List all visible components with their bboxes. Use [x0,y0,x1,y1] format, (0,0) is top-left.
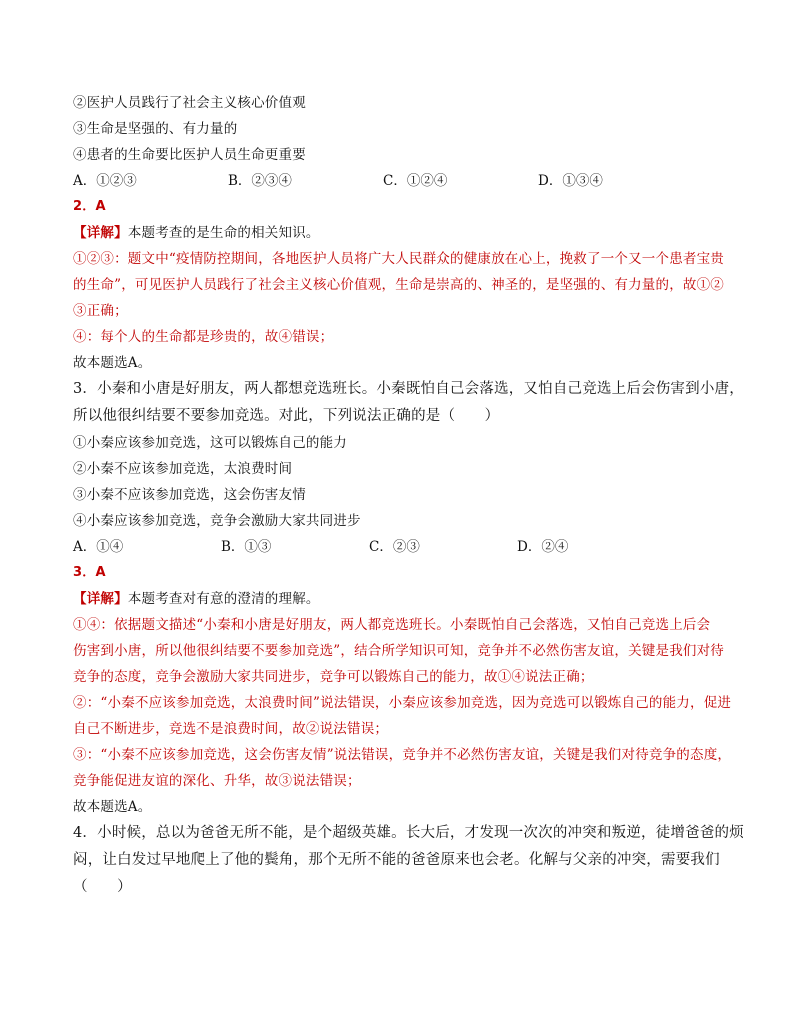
q4-stem-line3: （ ） [73,879,132,895]
q3-stem-line1: 3．小秦和小唐是好朋友，两人都想竞选班长。小秦既怕自己会落选，又怕自己竞选上后会伤害到小唐， [73,381,744,397]
q3-option-a: A．①④ [73,539,124,555]
q3-option-c: C．②③ [369,539,420,555]
q3-stem-line2: 所以他很纠结要不要参加竞选。对此，下列说法正确的是（ ） [73,408,500,424]
a2-answer: 2．A [73,199,106,214]
a2-explanation-1-line1: ①②③：题文中“疫情防控期间，各地医护人员将广大人民群众的健康放在心上，挽救了一个又一个患者宝贵 [73,251,724,267]
a2-detail-tag: 【详解】 [73,225,128,241]
q3-option-d: D．②④ [517,539,569,555]
q3-statement-4: ④小秦应该参加竞选，竞争会激励大家共同进步 [73,513,361,529]
a2-explanation-1-line2: 的生命”，可见医护人员践行了社会主义核心价值观，生命是崇高的、神圣的，是坚强的、有力量的，故①② [73,277,724,293]
a3-detail-text: 本题考查对有意的澄清的理解。 [127,591,320,607]
a3-detail-tag: 【详解】 [73,591,128,607]
q2-option-d: D．①③④ [538,173,603,189]
q4-stem-line2: 闷，让白发过早地爬上了他的鬓角，那个无所不能的爸爸原来也会老。化解与父亲的冲突，需要我们 [73,852,720,868]
q2-statement-4: ④患者的生命要比医护人员生命更重要 [73,147,306,163]
document-page [73,90,744,901]
q2-statement-3: ③生命是坚强的、有力量的 [73,121,238,137]
a2-explanation-1-line3: ③正确； [73,303,128,319]
q3-options [73,534,733,560]
a3-explanation-1-line1: ①④：依据题文描述“小秦和小唐是好朋友，两人都竞选班长。小秦既怕自己会落选，又怕自己竞选上后会 [73,617,711,633]
q3-statement-1: ①小秦应该参加竞选，这可以锻炼自己的能力 [73,435,347,451]
a3-explanation-1-line3: 竞争的态度，竞争会激励大家共同进步，竞争可以锻炼自己的能力，故①④说法正确； [73,669,594,685]
q2-option-a: A．①②③ [73,173,137,189]
q4-block [73,820,744,901]
a3-explanation-2-line2: 自己不断进步，竞选不是浪费时间，故②说法错误； [73,721,389,737]
a3-explanation-3-line2: 竞争能促进友谊的深化、升华，故③说法错误； [73,773,361,789]
q3-block [73,376,744,430]
q2-option-b: B．②③④ [228,173,292,189]
a3-conclusion: 故本题选A。 [73,799,152,815]
a2-conclusion: 故本题选A。 [73,355,152,371]
q4-stem-line1: 4．小时候，总以为爸爸无所不能，是个超级英雄。长大后，才发现一次次的冲突和叛逆，徒增爸爸的烦 [73,825,744,841]
a2-block [73,194,733,376]
a2-explanation-2: ④：每个人的生命都是珍贵的，故④错误； [73,329,334,345]
q2-options [73,168,733,194]
a3-explanation-3-line1: ③：“小秦不应该参加竞选，这会伤害友情”说法错误，竞争并不必然伤害友谊，关键是我们对待竞争的态度， [73,747,732,763]
a3-block [73,560,733,820]
a3-answer: 3．A [73,565,106,580]
q2-statement-2: ②医护人员践行了社会主义核心价值观 [73,95,306,111]
a2-detail [73,220,733,246]
a3-explanation-1-line2: 伤害到小唐，所以他很纠结要不要参加竞选”，结合所学知识可知，竞争并不必然伤害友谊，关键是我们对待 [73,643,725,659]
a3-detail [73,586,733,612]
a2-detail-text: 本题考查的是生命的相关知识。 [127,225,320,241]
q2-option-c: C．①②④ [383,173,448,189]
q3-statement-3: ③小秦不应该参加竞选，这会伤害友情 [73,487,306,503]
q3-statement-2: ②小秦不应该参加竞选，太浪费时间 [73,461,293,477]
q3-option-b: B．①③ [221,539,272,555]
a3-explanation-2-line1: ②：“小秦不应该参加竞选，太浪费时间”说法错误，小秦应该参加竞选，因为竞选可以锻炼自己的能力，促进 [73,695,732,711]
q2-statements [73,90,733,194]
